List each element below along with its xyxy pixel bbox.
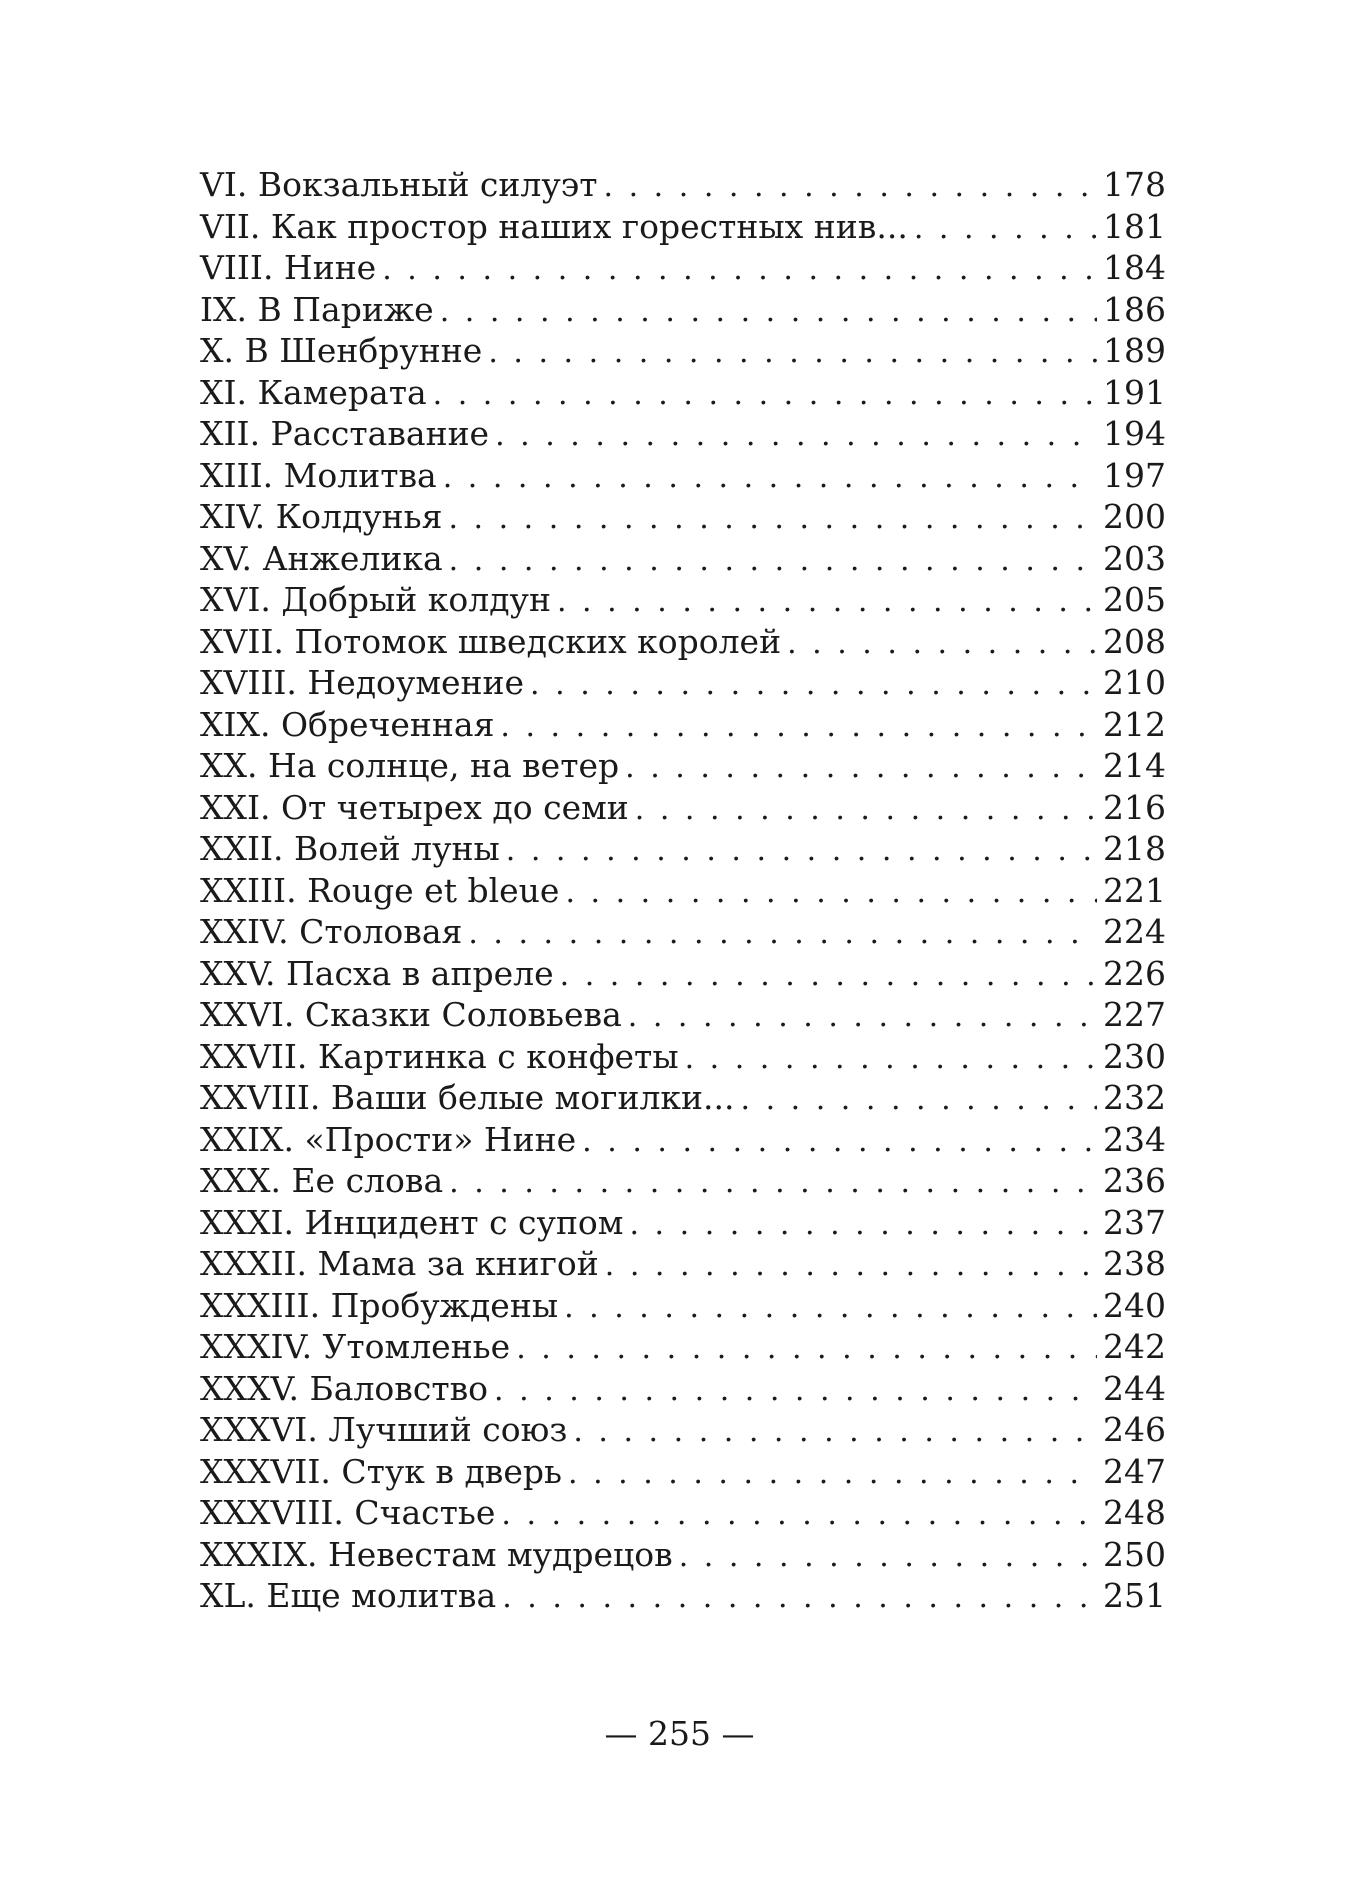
toc-entry-page: 250 bbox=[1103, 1534, 1166, 1574]
toc-entry-title: XIII. Молитва bbox=[200, 455, 437, 495]
toc-entry-page: 232 bbox=[1103, 1078, 1166, 1117]
toc-entry bbox=[200, 372, 1166, 414]
toc-entry-title: XXVI. Сказки Соловьева bbox=[200, 995, 622, 1034]
dot-leader bbox=[506, 830, 1097, 872]
dot-leader bbox=[449, 1162, 1097, 1204]
dot-leader bbox=[564, 1287, 1097, 1329]
toc-entry-page: 203 bbox=[1103, 538, 1166, 578]
dot-leader bbox=[500, 706, 1097, 748]
toc-entry-title: XXVII. Картинка с конфеты bbox=[200, 1036, 679, 1076]
toc-entry-title: XXXVIII. Счастье bbox=[200, 1493, 496, 1532]
toc-entry-page: 226 bbox=[1103, 953, 1166, 993]
toc-entry-title: XXIII. Rouge et bleue bbox=[200, 870, 560, 910]
dot-leader bbox=[530, 664, 1097, 706]
toc-entry bbox=[200, 870, 1166, 912]
toc-entry-page: 242 bbox=[1103, 1327, 1166, 1366]
toc-entry-title: XVIII. Недоумение bbox=[200, 663, 525, 702]
toc-entry bbox=[200, 662, 1166, 704]
toc-entry bbox=[200, 621, 1166, 663]
toc-entry bbox=[200, 413, 1166, 455]
toc-entry-page: 186 bbox=[1103, 289, 1166, 329]
dot-leader bbox=[573, 1411, 1097, 1453]
dot-leader bbox=[604, 166, 1097, 208]
dot-leader bbox=[440, 291, 1097, 333]
dot-leader bbox=[787, 623, 1097, 665]
toc-entry-page: 240 bbox=[1103, 1285, 1166, 1325]
toc-entry-title: XXXI. Инцидент с супом bbox=[200, 1202, 624, 1242]
toc-entry-page: 221 bbox=[1103, 870, 1166, 910]
toc-entry bbox=[200, 206, 1166, 248]
toc-entry-page: 191 bbox=[1103, 372, 1166, 412]
dot-leader bbox=[382, 249, 1097, 291]
toc-entry-page: 227 bbox=[1103, 995, 1166, 1034]
toc-entry bbox=[200, 911, 1166, 953]
dot-leader bbox=[628, 996, 1097, 1038]
table-of-contents bbox=[200, 164, 1166, 1617]
toc-entry-title: XV. Анжелика bbox=[200, 538, 443, 578]
toc-entry-title: XL. Еще молитва bbox=[200, 1576, 497, 1615]
toc-entry-page: 236 bbox=[1103, 1161, 1166, 1200]
toc-entry-title: XXXIV. Утомленье bbox=[200, 1327, 511, 1366]
toc-entry-page: 178 bbox=[1103, 165, 1166, 204]
toc-entry-title: XX. На солнце, на ветер bbox=[200, 746, 620, 785]
toc-entry-page: 200 bbox=[1103, 497, 1166, 536]
toc-entry bbox=[200, 1534, 1166, 1576]
toc-entry bbox=[200, 994, 1166, 1036]
toc-entry-title: XXIX. «Прости» Нине bbox=[200, 1119, 577, 1159]
dot-leader bbox=[914, 208, 1097, 250]
toc-entry-title: XXX. Ее слова bbox=[200, 1161, 444, 1200]
toc-entry bbox=[200, 330, 1166, 372]
dot-leader bbox=[629, 1204, 1097, 1246]
toc-entry-page: 194 bbox=[1103, 414, 1166, 453]
toc-entry bbox=[200, 1368, 1166, 1410]
toc-entry bbox=[200, 828, 1166, 870]
toc-entry bbox=[200, 953, 1166, 995]
toc-entry-page: 189 bbox=[1103, 331, 1166, 370]
toc-entry bbox=[200, 247, 1166, 289]
toc-entry-title: XXXIII. Пробуждены bbox=[200, 1285, 559, 1325]
toc-entry-title: XXVIII. Ваши белые могилки... bbox=[200, 1078, 735, 1117]
toc-entry bbox=[200, 1036, 1166, 1078]
toc-entry bbox=[200, 1409, 1166, 1451]
toc-entry bbox=[200, 1326, 1166, 1368]
dot-leader bbox=[433, 374, 1097, 416]
toc-entry bbox=[200, 579, 1166, 621]
toc-entry-title: IX. В Париже bbox=[200, 289, 434, 329]
toc-entry bbox=[200, 455, 1166, 497]
page-number: — 255 — bbox=[604, 1714, 755, 1753]
toc-entry-page: 218 bbox=[1103, 829, 1166, 868]
dot-leader bbox=[449, 540, 1097, 582]
dot-leader bbox=[502, 1577, 1097, 1619]
dot-leader bbox=[565, 872, 1097, 914]
toc-entry bbox=[200, 1451, 1166, 1493]
toc-entry bbox=[200, 1575, 1166, 1617]
dot-leader bbox=[443, 457, 1097, 499]
dot-leader bbox=[495, 415, 1097, 457]
toc-entry bbox=[200, 745, 1166, 787]
dot-leader bbox=[468, 913, 1097, 955]
toc-entry-title: XXXII. Мама за книгой bbox=[200, 1244, 599, 1283]
toc-entry-title: XXII. Волей луны bbox=[200, 829, 500, 868]
toc-entry-title: X. В Шенбрунне bbox=[200, 331, 483, 370]
toc-entry-title: XIX. Обреченная bbox=[200, 704, 495, 744]
toc-entry-title: VIII. Нине bbox=[200, 248, 377, 287]
toc-entry-title: XXXVI. Лучший союз bbox=[200, 1410, 568, 1449]
toc-entry-page: 246 bbox=[1103, 1410, 1166, 1449]
toc-entry-page: 224 bbox=[1103, 912, 1166, 951]
toc-entry-page: 208 bbox=[1103, 621, 1166, 661]
toc-entry bbox=[200, 1077, 1166, 1119]
dot-leader bbox=[582, 1121, 1097, 1163]
toc-entry bbox=[200, 496, 1166, 538]
dot-leader bbox=[605, 1245, 1097, 1287]
dot-leader bbox=[679, 1536, 1097, 1578]
toc-entry-page: 230 bbox=[1103, 1036, 1166, 1076]
toc-entry-page: 181 bbox=[1103, 206, 1166, 246]
toc-entry-title: XXXV. Баловство bbox=[200, 1368, 489, 1408]
dot-leader bbox=[488, 332, 1097, 374]
toc-entry bbox=[200, 1492, 1166, 1534]
toc-entry-title: XXIV. Столовая bbox=[200, 912, 463, 951]
toc-entry-title: XI. Камерата bbox=[200, 372, 427, 412]
toc-entry-page: 214 bbox=[1103, 746, 1166, 785]
toc-entry-page: 197 bbox=[1103, 455, 1166, 495]
toc-entry-page: 247 bbox=[1103, 1451, 1166, 1491]
toc-entry-title: XVII. Потомок шведских королей bbox=[200, 621, 782, 661]
toc-entry bbox=[200, 164, 1166, 206]
toc-entry-title: XXXVII. Стук в дверь bbox=[200, 1451, 562, 1491]
toc-entry bbox=[200, 289, 1166, 331]
toc-entry bbox=[200, 1243, 1166, 1285]
toc-entry bbox=[200, 538, 1166, 580]
toc-entry bbox=[200, 1202, 1166, 1244]
dot-leader bbox=[568, 1453, 1097, 1495]
toc-entry bbox=[200, 1285, 1166, 1327]
dot-leader bbox=[501, 1494, 1097, 1536]
dot-leader bbox=[685, 1038, 1097, 1080]
dot-leader bbox=[557, 581, 1097, 623]
toc-entry-page: 210 bbox=[1103, 663, 1166, 702]
toc-entry-page: 205 bbox=[1103, 580, 1166, 619]
dot-leader bbox=[741, 1079, 1097, 1121]
toc-entry-page: 212 bbox=[1103, 704, 1166, 744]
toc-entry-title: XIV. Колдунья bbox=[200, 497, 443, 536]
toc-entry-title: XXV. Пасха в апреле bbox=[200, 953, 554, 993]
toc-entry-title: VII. Как простор наших горестных нив... bbox=[200, 206, 908, 246]
toc-entry-page: 248 bbox=[1103, 1493, 1166, 1532]
toc-entry bbox=[200, 1119, 1166, 1161]
toc-entry-title: VI. Вокзальный силуэт bbox=[200, 165, 598, 204]
toc-entry-page: 237 bbox=[1103, 1202, 1166, 1242]
toc-entry bbox=[200, 1160, 1166, 1202]
toc-entry-page: 251 bbox=[1103, 1576, 1166, 1615]
dot-leader bbox=[494, 1370, 1097, 1412]
toc-entry-page: 234 bbox=[1103, 1119, 1166, 1159]
toc-entry-title: XXI. От четырех до семи bbox=[200, 787, 629, 827]
toc-entry bbox=[200, 704, 1166, 746]
toc-entry-title: XXXIX. Невестам мудрецов bbox=[200, 1534, 673, 1574]
toc-entry-page: 216 bbox=[1103, 787, 1166, 827]
dot-leader bbox=[635, 789, 1097, 831]
toc-entry-title: XII. Расставание bbox=[200, 414, 490, 453]
dot-leader bbox=[516, 1328, 1097, 1370]
toc-entry-page: 238 bbox=[1103, 1244, 1166, 1283]
toc-entry-page: 184 bbox=[1103, 248, 1166, 287]
toc-entry-title: XVI. Добрый колдун bbox=[200, 580, 551, 619]
toc-entry-page: 244 bbox=[1103, 1368, 1166, 1408]
dot-leader bbox=[625, 747, 1097, 789]
dot-leader bbox=[448, 498, 1097, 540]
toc-entry bbox=[200, 787, 1166, 829]
dot-leader bbox=[560, 955, 1097, 997]
